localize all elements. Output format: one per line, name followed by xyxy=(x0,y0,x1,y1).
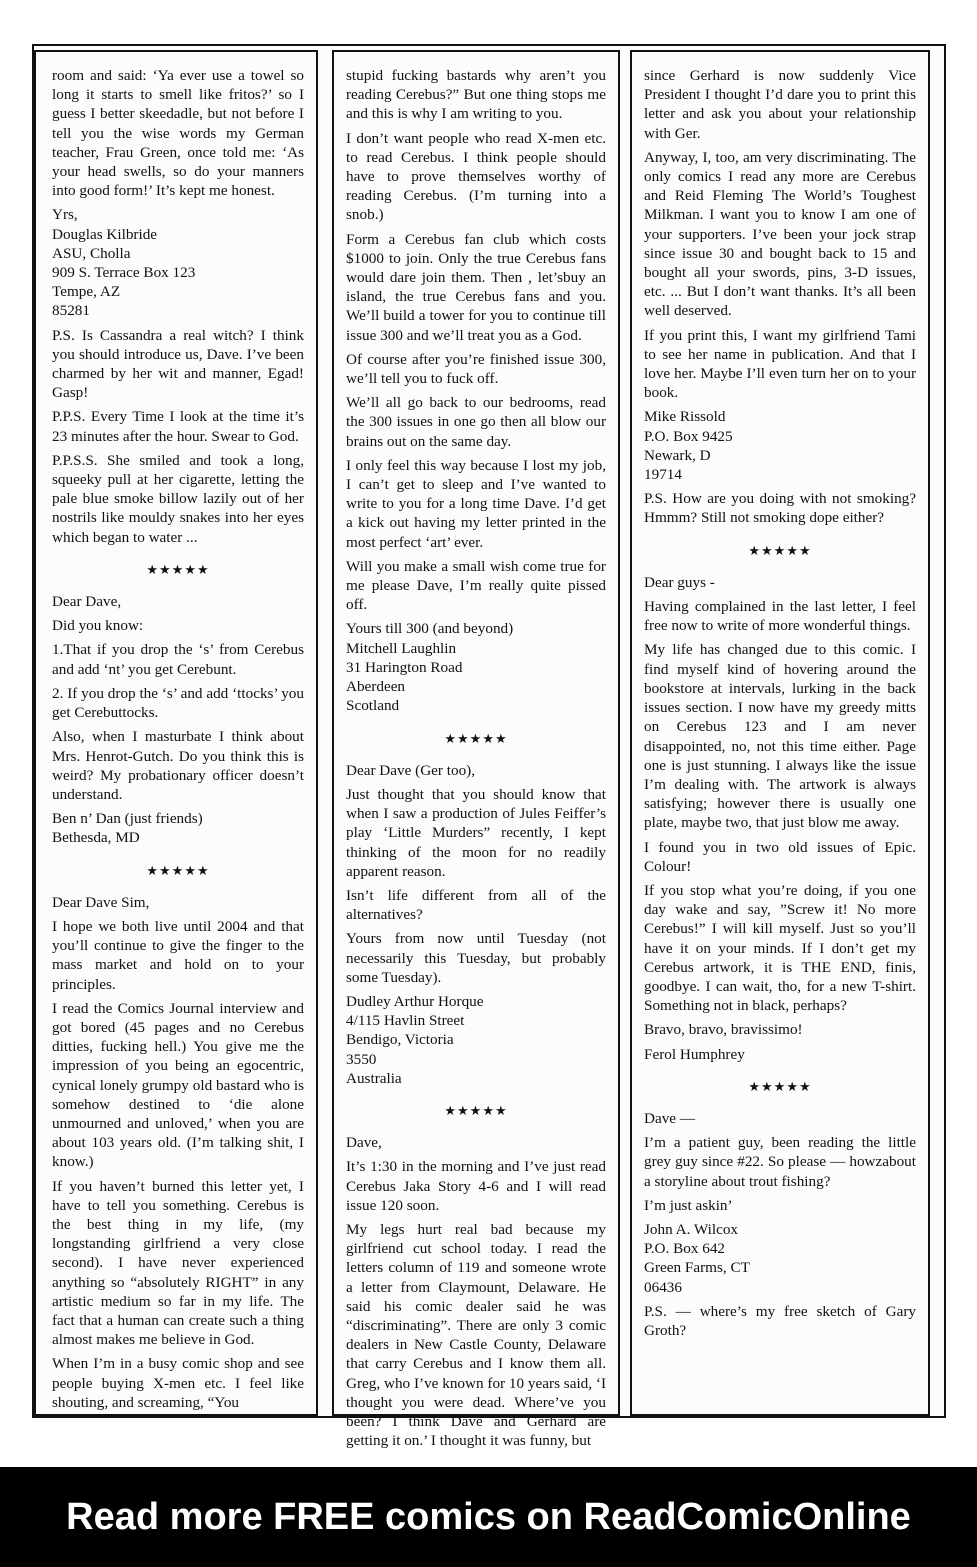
signature-line: Dudley Arthur Horque xyxy=(346,992,484,1010)
paragraph: 2. If you drop the ‘s’ and add ‘ttocks’ you get Cerebuttocks. xyxy=(52,684,304,722)
signature-block xyxy=(346,619,606,715)
signature-line: Tempe, AZ xyxy=(52,283,121,301)
paragraph: I found you in two old issues of Epic. Colour! xyxy=(644,838,916,875)
paragraph: room and said: ‘Ya ever use a towel so long it starts to smell like fritos?’ so I guess I better skeedadle, but not before I tell you the wise words my German teacher, Frau Green, once told me: ‘As your head swells, so do your manners into good form!’ It’s kept me honest. xyxy=(52,67,304,200)
paragraph: I read the Comics Journal interview and got bored (45 pages and no Cerebus ditties, fucking hell.) You give me the impression of you being an egocentric, cynical lonely grumpy old bastard who is somehow destined to ‘die alone unmourned and unloved,’ when you are about 103 years old. (I’m talking shit, I know.) xyxy=(52,999,304,1171)
paragraph: When I’m in a busy comic shop and see people buying X-men etc. I feel like shouting, and screaming, “You xyxy=(52,1355,304,1411)
signature-line: 4/115 Havlin Street xyxy=(346,1012,465,1030)
letter-greeting: Dear Dave Sim, xyxy=(52,893,150,911)
paragraph: Just thought that you should know that when I saw a production of Jules Feiffer’s play ‘Little Murders” recently, I kept thinking of the moon for no readily apparent reason. xyxy=(346,785,606,880)
signature-line: Mike Rissold xyxy=(644,408,726,426)
letters-page-frame xyxy=(32,44,946,1450)
signature-block xyxy=(644,1045,916,1064)
paragraph: If you print this, I want my girlfriend Tami to see her name in publication. And that I love her. Maybe I’ll even turn her on to your book. xyxy=(644,326,916,402)
paragraph: I’m just askin’ xyxy=(644,1196,733,1214)
star-divider: ★★★★★ xyxy=(146,863,210,879)
signature-line: P.O. Box 642 xyxy=(644,1240,726,1258)
paragraph: I only feel this way because I lost my job, I can’t get to sleep and I’ve wanted to write to you for a long time Dave. I’d get a kick out having my letter printed in the most perfect ‘art’ ever. xyxy=(346,456,606,551)
paragraph: P.S. — where’s my free sketch of Gary Groth? xyxy=(644,1302,916,1339)
paragraph: P.P.S. Every Time I look at the time it’s 23 minutes after the hour. Swear to God. xyxy=(52,408,304,445)
signature-line: Ben n’ Dan (just friends) xyxy=(52,810,203,828)
paragraph: It’s 1:30 in the morning and I’ve just read Cerebus Jaka Story 4-6 and I will read issue 120 soon. xyxy=(346,1158,606,1214)
signature-line: P.O. Box 9425 xyxy=(644,427,733,445)
paragraph: since Gerhard is now suddenly Vice President I thought I’d dare you to print this letter and ask you about your relationship with Ger. xyxy=(644,67,916,142)
paragraph: Anyway, I, too, am very discriminating. The only comics I read any more are Cerebus and Reid Fleming The World’s Toughest Milkman. I want you to know I am one of your supporters. I’ve been your jock strap since issue 30 and bought back to 15 and bought all your swords, pins, 3-D issues, etc. ... But I don’t want thanks. It’s all been well deserved. xyxy=(644,148,916,320)
paragraph: I hope we both live until 2004 and that you’ll continue to give the finger to the mass market and hold on to your principles. xyxy=(52,917,304,993)
paragraph: Yours from now until Tuesday (not necessarily this Tuesday, but probably some Tuesday). xyxy=(346,930,606,986)
paragraph: My life has changed due to this comic. I find myself kind of hovering around the bookstore at intervals, lurking in the back issues section. I now have my greedy mitts on Cerebus 123 and I am never disappointed, no, not this time either. Page one is just stunning. I always like the issue I’m dealing with. The artwork is always satisfying; however there is usually one plate, maybe two, that just blow me away. xyxy=(644,641,916,832)
signature-line: 909 S. Terrace Box 123 xyxy=(52,264,196,282)
letter-greeting: Dear Dave, xyxy=(52,593,122,611)
paragraph: My legs hurt real bad because my girlfriend cut school today. I read the letters column of 119 and someone wrote a letter from Claymount, Delaware. He said his comic dealer said he was “discriminating”. There are only 3 comic dealers in New Castle County, Delaware that carry Cerebus and I know them all. Greg, who I’ve known for 10 years said, ‘I thought you were dead. Where’ve you been? I think Dave and Gerhard are getting it on.’ I thought it was funny, but xyxy=(346,1220,606,1450)
paragraph: We’ll all go back to our bedrooms, read the 300 issues in one go then all blow our brains out on the same day. xyxy=(346,394,606,450)
paragraph: P.S. How are you doing with not smoking? Hmmm? Still not smoking dope either? xyxy=(644,490,916,527)
paragraph: If you haven’t burned this letter yet, I have to tell you something. Cerebus is the best thing in my life, (my longstanding girlfriend a very close second). I have never experienced anything so “absolutely RIGHT” in any artistic medium so far in my life. The fact that a human can create such a thing almost makes me believe in God. xyxy=(52,1177,304,1349)
paragraph: If you stop what you’re doing, if you one day wake and say, ”Screw it! No more Cerebus!” I will kill myself. Just so you’ll have it on your minds. If I don’t get my Cerebus artwork, it is THE END, finis, goodbye. I can wait, tho, for a new T-shirt. Something not in black, perhaps? xyxy=(644,881,916,1015)
letters-column-2 xyxy=(332,50,620,1450)
signature-line: Australia xyxy=(346,1069,402,1087)
signature-line: 85281 xyxy=(52,302,90,320)
signature-block xyxy=(52,205,304,320)
paragraph: Having complained in the last letter, I feel free now to write of more wonderful things. xyxy=(644,598,916,635)
signature-line: John A. Wilcox xyxy=(644,1220,739,1238)
signature-block xyxy=(346,992,606,1088)
signature-block xyxy=(52,809,304,847)
paragraph: P.S. Is Cassandra a real witch? I think you should introduce us, Dave. I’ve been charmed by her wit and manner, Egad! Gasp! xyxy=(52,326,304,402)
signature-line: Newark, D xyxy=(644,446,711,464)
promo-banner: Read more FREE comics on ReadComicOnline xyxy=(0,1467,977,1567)
paragraph: Also, when I masturbate I think about Mrs. Henrot-Gutch. Do you think this is weird? My probationary officer doesn’t understand. xyxy=(52,728,304,803)
letter-greeting: Dave, xyxy=(346,1134,382,1152)
letter-greeting: Dave — xyxy=(644,1109,696,1127)
paragraph: stupid fucking bastards why aren’t you reading Cerebus?” But one thing stops me and this is why I am writing to you. xyxy=(346,67,606,123)
paragraph: I don’t want people who read X-men etc. to read Cerebus. I think people should have to prove themselves worthy of reading Cerebus. (I’m turning into a snob.) xyxy=(346,129,606,224)
paragraph: Did you know: xyxy=(52,617,144,635)
paragraph: Bravo, bravo, bravissimo! xyxy=(644,1021,803,1039)
signature-line: Bendigo, Victoria xyxy=(346,1031,454,1049)
star-divider: ★★★★★ xyxy=(444,731,508,747)
signature-line: Yrs, xyxy=(52,206,78,224)
star-divider: ★★★★★ xyxy=(748,543,812,559)
letters-column-3 xyxy=(630,50,930,1416)
paragraph: Will you make a small wish come true for me please Dave, I’m really quite pissed off. xyxy=(346,557,606,614)
paragraph: 1.That if you drop the ‘s’ from Cerebus and add ‘nt’ you get Cerebunt. xyxy=(52,641,304,678)
star-divider: ★★★★★ xyxy=(748,1079,812,1095)
letter-greeting: Dear Dave (Ger too), xyxy=(346,761,476,779)
signature-line: ASU, Cholla xyxy=(52,244,131,262)
signature-line: 06436 xyxy=(644,1278,682,1296)
paragraph: P.P.S.S. She smiled and took a long, squeeky pull at her cigarette, letting the pale blue smoke billow lazily out of her nostrils like mouldy snakes into her eyes which began to water ... xyxy=(52,451,304,546)
paragraph: Isn’t life different from all of the alternatives? xyxy=(346,886,606,924)
letters-column-1 xyxy=(34,50,318,1416)
signature-block xyxy=(644,407,916,484)
signature-line: Ferol Humphrey xyxy=(644,1045,745,1063)
signature-line: Mitchell Laughlin xyxy=(346,639,457,657)
signature-block xyxy=(644,1220,916,1297)
star-divider: ★★★★★ xyxy=(444,1103,508,1119)
paragraph: I’m a patient guy, been reading the little grey guy since #22. So please — howzabout a storyline about trout fishing? xyxy=(644,1134,916,1190)
signature-line: 3550 xyxy=(346,1050,377,1068)
signature-line: 31 Harington Road xyxy=(346,658,463,676)
signature-line: Aberdeen xyxy=(346,678,406,696)
paragraph: Of course after you’re finished issue 300, we’ll tell you to fuck off. xyxy=(346,350,606,388)
signature-line: Green Farms, CT xyxy=(644,1259,750,1277)
signature-line: 19714 xyxy=(644,466,682,484)
signature-line: Bethesda, MD xyxy=(52,829,140,847)
signature-line: Douglas Kilbride xyxy=(52,225,158,243)
star-divider: ★★★★★ xyxy=(146,562,210,578)
letter-greeting: Dear guys - xyxy=(644,573,715,591)
paragraph: Form a Cerebus fan club which costs $1000 to join. Only the true Cerebus fans would dare join them. Then , let’sbuy an island, the true Cerebus fans and you. We’ll build a tower for you to continue till issue 300 and we’ll treat you as a God. xyxy=(346,230,606,344)
signature-line: Scotland xyxy=(346,697,400,715)
signature-line: Yours till 300 (and beyond) xyxy=(346,620,514,638)
